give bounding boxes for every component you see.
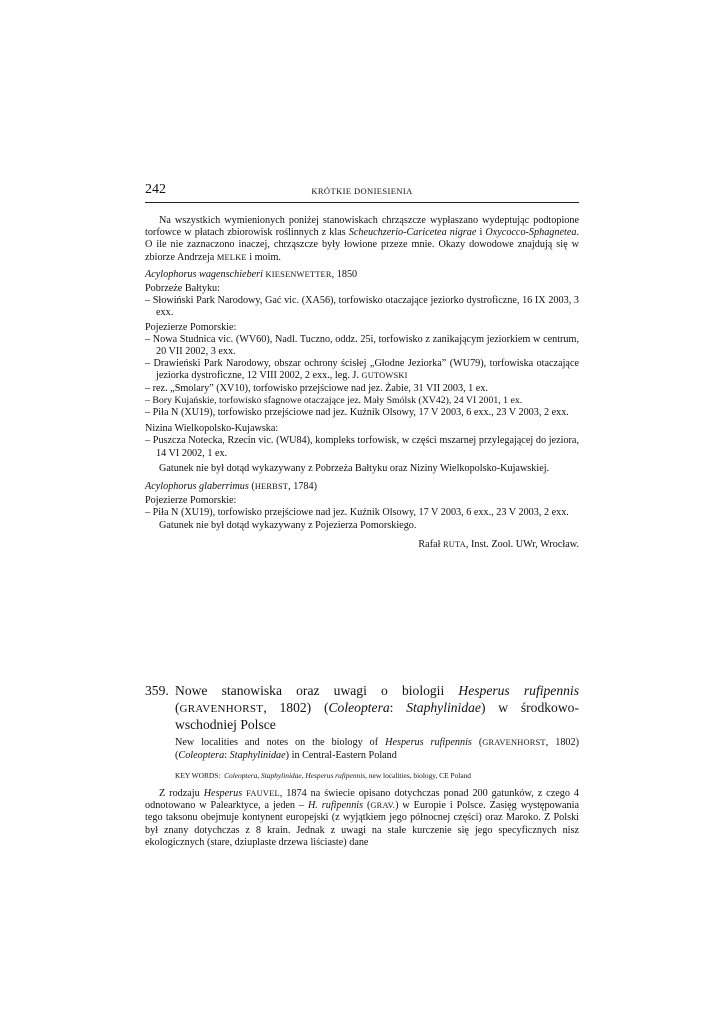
key-words: [175, 771, 579, 781]
text-run: , 1874 na świecie opisano dotychczas ponad 200 gatunków, z czego 4 odnotowano w Palearktyce, a jeden –: [145, 788, 579, 812]
text-run: Z rodzaju: [159, 788, 204, 799]
text-run: ,: [301, 771, 306, 780]
taxon-name: Oxycocco-Sphagnetea: [485, 227, 577, 239]
species-note: Gatunek nie był dotąd wykazywany z Pojezierza Pomorskiego.: [159, 519, 417, 531]
text-run: (: [363, 800, 371, 812]
text-run: ) in Central-Eastern Poland: [285, 749, 397, 761]
taxon-name: Scheuchzerio-Caricetea nigrae: [348, 227, 477, 239]
intro-paragraph: [145, 215, 579, 264]
locality-item: – Puszcza Notecka, Rzecin vic. (WU84), kompleks torfowisk, w części mszarnej przylegającej do jeziora, 14 VI 2002, 1 ex.: [145, 435, 579, 459]
species-author: HERBST: [254, 482, 289, 492]
region-label: Pojezierze Pomorskie:: [145, 495, 237, 507]
text-run: , 1802) (: [175, 737, 579, 761]
taxon-name: Coleoptera: [178, 749, 225, 761]
keyword: Hesperus rufipennis: [305, 771, 366, 780]
collector-name: GUTOWSKI: [361, 371, 408, 381]
text-run: Na wszystkich wymienionych poniżej stanowiskach chrząszcze wypłaszano wydeptując podtopione torfowce w płatach zbiorowisk roślinnych z klas: [145, 215, 579, 239]
author-affiliation: , Inst. Zool. UWr, Wrocław.: [465, 538, 579, 550]
species-year: , 1850: [331, 268, 358, 280]
taxon-name: H. rufipennis: [307, 800, 364, 812]
article-body: [145, 215, 579, 551]
text-run: ) w Europie i Polsce. Zasięg występowania tego taksonu obejmuje kontynent europejski (z wyjątkiem jego północnej części) oraz Maroko. Z Polski był znany dotychczas z 8 krain. Jednak z uwagi na stałe kurczenie się jego specyficznych nisz ekologicznych (stare, dziuplaste drzewa liściaste) dane: [145, 800, 579, 848]
author-signature: [145, 539, 579, 551]
text-run: (: [248, 481, 255, 493]
section-number: 359.: [145, 683, 169, 698]
page-number: 242: [145, 182, 166, 197]
section-title-text: [175, 683, 579, 734]
region-label: Pojezierze Pomorskie:: [145, 321, 237, 333]
keyword: Coleoptera: [224, 771, 258, 780]
locality-item: – rez. „Smolary” (XV10), torfowisko przejściowe nad jez. Żabie, 31 VII 2003, 1 ex.: [145, 382, 488, 394]
locality-item: – Piła N (XU19), torfowisko przejściowe nad jez. Kuźnik Olsowy, 17 V 2003, 6 exx., 23 V 2003, 2 exx.: [145, 407, 569, 419]
region-label: Nizina Wielkopolsko-Kujawska:: [145, 423, 279, 435]
species-author: KIESENWETTER: [265, 269, 332, 279]
text-run: (: [175, 699, 180, 715]
text-run: , new localities, biology, CE Poland: [365, 771, 472, 780]
locality-item: – Piła N (XU19), torfowisko przejściowe nad jez. Kuźnik Olsowy, 17 V 2003, 6 exx., 23 V 2003, 2 exx.: [145, 507, 569, 519]
keyword: Staphylinidae: [261, 771, 302, 780]
species-heading: [145, 269, 579, 281]
locality-item: – Nowa Studnica vic. (WV60), Nadl. Tuczno, oddz. 25i, torfowisko z zanikającym jeziorkiem w centrum, 20 VII 2002, 3 exx.: [145, 333, 579, 358]
page-header: [145, 182, 579, 203]
author-name: GRAV.: [370, 801, 396, 811]
taxon-name: Staphylinidae: [229, 749, 286, 761]
locality-item: – Słowiński Park Narodowy, Gać vic. (XA56), torfowisko otaczające jeziorko dystroficzne, 16 IX 2003, 3 exx.: [145, 295, 579, 319]
species-year: , 1784): [288, 481, 317, 493]
english-title: [175, 737, 579, 762]
taxon-name: Hesperus: [203, 788, 243, 799]
text-run: i: [476, 227, 486, 239]
keywords-label: KEY WORDS:: [175, 771, 221, 780]
author-name: FAUVEL: [246, 789, 280, 798]
species-name: Acylophorus glaberrimus: [145, 481, 249, 493]
author-surname: RUTA: [442, 539, 466, 549]
text-run: Rafał: [418, 538, 443, 550]
author-name: GRAVENHORST: [482, 738, 546, 747]
species-heading: [145, 481, 579, 493]
taxon-name: Hesperus rufipennis: [385, 737, 472, 748]
section-title: [145, 683, 579, 734]
text-run: :: [389, 699, 407, 715]
section-intro-paragraph: [145, 788, 579, 849]
species-name: Acylophorus wagenschieberi: [145, 268, 263, 280]
locality-item: – Bory Kujańskie, torfowisko sfagnowe otaczające jez. Mały Smólsk (XV42), 24 VI 2001, 1 ex.: [145, 394, 523, 406]
locality-item: [145, 358, 579, 382]
species-note: Gatunek nie był dotąd wykazywany z Pobrzeża Bałtyku oraz Niziny Wielkopolsko-Kujawskiej.: [159, 462, 550, 474]
text-run: ) w środkowo-wschodniej Polsce: [175, 699, 579, 732]
taxon-name: Staphylinidae: [406, 699, 481, 715]
text-run: . O ile nie zaznaczono inaczej, chrząszcze były łowione przeze mnie. Okazy dowodowe znajdują się w zbiorze Andrzeja: [145, 227, 580, 263]
text-run: i moim.: [246, 251, 281, 263]
taxon-name: Hesperus rufipennis: [458, 683, 579, 698]
text-run: (: [471, 737, 483, 748]
text-run: – Drawieński Park Narodowy, obszar ochrony ścisłej „Głodne Jeziorka” (WU79), torfowiska otaczające jeziorka dystroficzne, 12 VIII 2002, 2 exx., leg. J.: [145, 358, 579, 382]
text-run: Nowe stanowiska oraz uwagi o biologii: [175, 683, 459, 698]
taxon-name: Coleoptera: [328, 699, 390, 715]
author-name: GRAVENHORST: [179, 702, 264, 715]
text-run: :: [224, 749, 230, 761]
region-label: Pobrzeże Bałtyku:: [145, 283, 220, 295]
text-run: New localities and notes on the biology of: [175, 737, 386, 748]
running-title: KRÓTKIE DONIESIENIA: [311, 186, 413, 196]
text-run: ,: [257, 771, 262, 780]
text-run: , 1802) (: [263, 699, 329, 715]
person-name: MELKE: [216, 252, 247, 262]
